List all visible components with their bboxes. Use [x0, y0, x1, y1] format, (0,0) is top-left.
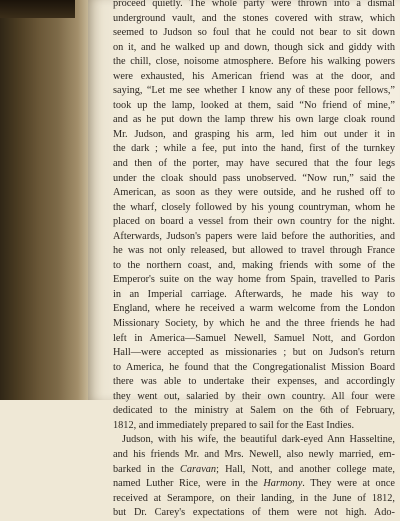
text-fragment: . They were at once: [302, 478, 395, 490]
text-line: the wharf, closely followed by his young countryman, whom he: [113, 201, 395, 213]
text-line: seemed to Judson so foul that he could not bear to sit down: [113, 27, 395, 39]
book-cover-corner: [0, 0, 75, 18]
text-line: Afterwards, Judson's papers were laid before the authorities, and: [113, 230, 395, 242]
text-line: there was able to undertake their expenses, and accordingly: [113, 376, 395, 388]
text-line: saying, “Let me see whether I know any of these poor fellows,”: [113, 85, 395, 97]
text-line: but Dr. Carey's expectations of them were not high. Ado-: [113, 507, 395, 519]
text-line: Mr. Judson, and grasping his arm, led him out under it in: [113, 128, 395, 140]
text-line: received at Serampore, on their landing, in the June of 1812,: [113, 492, 395, 504]
text-line: American, as soon as they were outside, and he rushed off to: [113, 187, 395, 199]
text-fragment: ; Hall, Nott, and another college mate,: [216, 463, 396, 475]
text-line: to America, he found that the Congregationalist Mission Board: [113, 361, 395, 373]
text-line: left in America—Samuel Newell, Samuel Nott, and Gordon: [113, 332, 395, 344]
text-line: under the cloak should pass unobserved. “Now run,” said the: [113, 172, 395, 184]
text-line: to the northern coast, and, making friends with some of the: [113, 259, 395, 271]
text-line: on it, and he walked up and down, though sick and giddy with: [113, 41, 395, 53]
paragraph-2: [113, 433, 395, 520]
page-text: [113, 0, 395, 521]
text-line: they went out, salaried by their own country. All four were: [113, 390, 395, 402]
text-line: the chill, close, noisome atmosphere. Before his walking powers: [113, 56, 395, 68]
paragraph-1: [113, 0, 395, 433]
text-line: placed on board a vessel from their own country for the night.: [113, 216, 395, 228]
text-line-with-ship-name: [113, 463, 395, 478]
text-line: dedicated to the ministry at Salem on the 6th of February,: [113, 405, 395, 417]
text-line: and as he put down the lamp threw his own large cloak round: [113, 114, 395, 126]
text-line: the dark ; while a fee, put into the hand, first of the turnkey: [113, 143, 395, 155]
text-fragment: named Luther Rice, were in the: [113, 478, 264, 490]
text-line: Judson, with his wife, the beautiful dark-eyed Ann Hasseltine,: [122, 434, 395, 446]
text-line: Hall—were accepted as missionaries ; but on Judson's return: [113, 347, 395, 359]
text-line: took up the lamp, looked at them, said “No friend of mine,”: [113, 99, 395, 111]
text-line: Missionary Society, by which he and the three friends he had: [113, 318, 395, 330]
text-line: in an Imperial carriage. Afterwards, he made his way to: [113, 288, 395, 300]
text-line: he was not only released, but allowed to travel through France: [113, 245, 395, 257]
text-line: and his friends Mr. and Mrs. Newell, also newly married, em-: [113, 448, 395, 460]
text-line: underground vault, and the stones covered with straw, which: [113, 12, 395, 24]
text-line: Emperor's suite on the way home from Spain, travelled to Paris: [113, 274, 395, 286]
ship-name: Harmony: [263, 478, 303, 490]
text-line: 1812, and immediately prepared to sail for the East Indies.: [113, 419, 355, 431]
text-line-with-ship-name: [113, 477, 395, 492]
book-binding-edge: [0, 0, 90, 400]
text-line: were exhausted, his American friend was at the door, and: [113, 70, 395, 82]
text-fragment: barked in the: [113, 463, 181, 475]
text-line: proceed quietly. The whole party were thrown into a dismal: [113, 0, 395, 9]
text-line: and then of the porter, may have secured that the four legs: [113, 158, 395, 170]
ship-name: Caravan: [180, 463, 217, 475]
text-line: England, where he received a warm welcome from the London: [113, 303, 395, 315]
